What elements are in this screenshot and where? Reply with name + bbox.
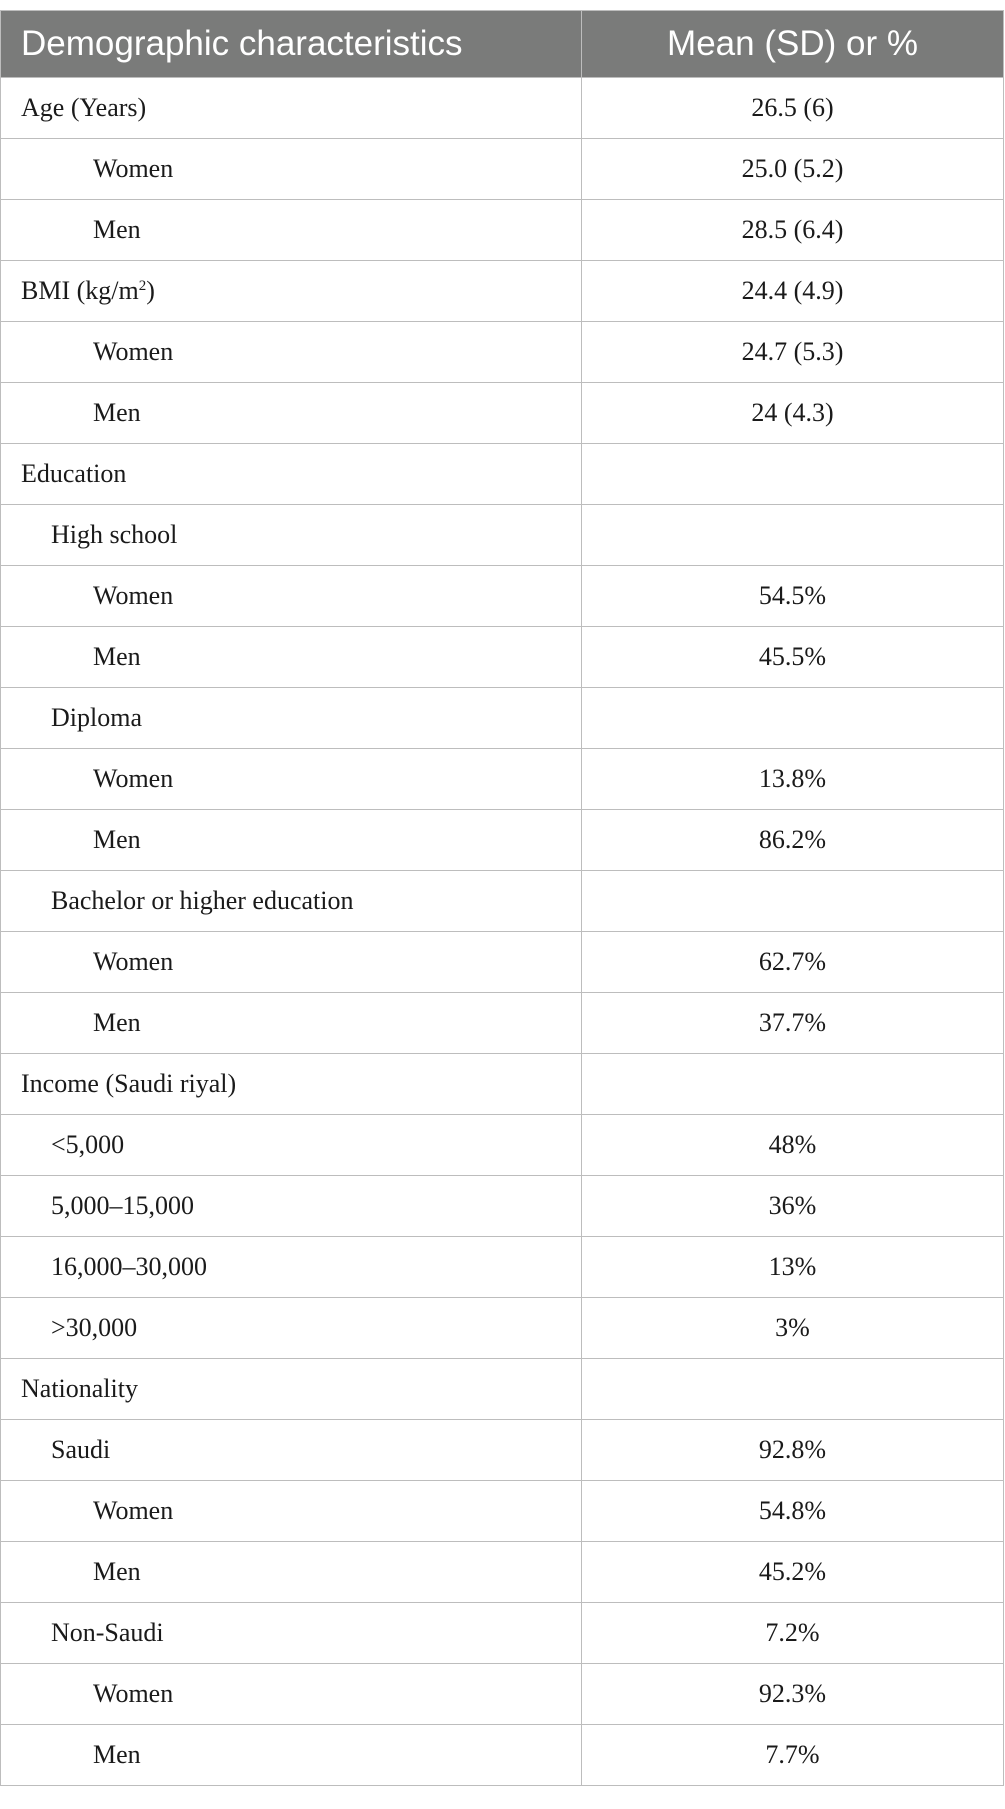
- row-label-text: Nationality: [21, 1374, 138, 1403]
- table-row: [1, 1176, 1004, 1237]
- row-label-text: Diploma: [51, 703, 142, 732]
- row-label-text: 16,000–30,000: [51, 1252, 207, 1281]
- table-row: [1, 566, 1004, 627]
- row-label: [1, 505, 582, 566]
- row-value: 92.8%: [582, 1420, 1004, 1481]
- table-row: [1, 1054, 1004, 1115]
- row-label: [1, 1725, 582, 1786]
- row-label-text: Education: [21, 459, 127, 488]
- row-label-text: Women: [93, 764, 174, 793]
- row-label: [1, 139, 582, 200]
- row-label-text: Men: [93, 215, 141, 244]
- row-label-text: Bachelor or higher education: [51, 886, 354, 915]
- row-label-text: High school: [51, 520, 178, 549]
- row-value: [582, 444, 1004, 505]
- table-row: [1, 1237, 1004, 1298]
- header-demographic-characteristics: Demographic characteristics: [1, 11, 582, 78]
- table-row: [1, 78, 1004, 139]
- row-value: 26.5 (6): [582, 78, 1004, 139]
- table-row: [1, 505, 1004, 566]
- table-row: [1, 993, 1004, 1054]
- table-row: [1, 810, 1004, 871]
- row-label-text: Men: [93, 825, 141, 854]
- table-row: [1, 749, 1004, 810]
- table-body: [1, 78, 1004, 1786]
- table-row: [1, 1603, 1004, 1664]
- row-value: 45.2%: [582, 1542, 1004, 1603]
- row-label: [1, 78, 582, 139]
- row-label-text: Women: [93, 1496, 174, 1525]
- table-row: [1, 871, 1004, 932]
- row-value: 92.3%: [582, 1664, 1004, 1725]
- row-value: [582, 688, 1004, 749]
- row-value: 13.8%: [582, 749, 1004, 810]
- row-value: 25.0 (5.2): [582, 139, 1004, 200]
- table-row: [1, 1542, 1004, 1603]
- table-row: [1, 322, 1004, 383]
- table-row: [1, 1298, 1004, 1359]
- row-label: [1, 749, 582, 810]
- table-row: [1, 1664, 1004, 1725]
- row-label: [1, 688, 582, 749]
- table-row: [1, 1725, 1004, 1786]
- row-label: [1, 1237, 582, 1298]
- row-label-text: Men: [93, 642, 141, 671]
- row-label-suffix: ): [146, 276, 155, 305]
- header-mean-sd-or-percent: Mean (SD) or %: [582, 11, 1004, 78]
- table-row: [1, 1115, 1004, 1176]
- row-label: [1, 261, 582, 322]
- row-label: [1, 810, 582, 871]
- row-label: [1, 1115, 582, 1176]
- row-value: 24.7 (5.3): [582, 322, 1004, 383]
- row-value: [582, 1054, 1004, 1115]
- table-row: [1, 261, 1004, 322]
- table-row: [1, 1359, 1004, 1420]
- row-label: [1, 1176, 582, 1237]
- row-label: [1, 1298, 582, 1359]
- row-value: 3%: [582, 1298, 1004, 1359]
- row-label-text: Income (Saudi riyal): [21, 1069, 237, 1098]
- row-label-text: 5,000–15,000: [51, 1191, 194, 1220]
- row-value: 37.7%: [582, 993, 1004, 1054]
- row-label: [1, 1603, 582, 1664]
- row-value: 86.2%: [582, 810, 1004, 871]
- row-label-text: Women: [93, 337, 174, 366]
- table-row: [1, 444, 1004, 505]
- row-value: 62.7%: [582, 932, 1004, 993]
- table-row: [1, 932, 1004, 993]
- row-value: [582, 1359, 1004, 1420]
- row-label: [1, 627, 582, 688]
- row-label-text: Women: [93, 947, 174, 976]
- row-value: 48%: [582, 1115, 1004, 1176]
- row-label: [1, 566, 582, 627]
- row-label: [1, 1481, 582, 1542]
- row-value: 7.7%: [582, 1725, 1004, 1786]
- row-label-text: Non-Saudi: [51, 1618, 164, 1647]
- table-row: [1, 200, 1004, 261]
- demographics-table: [0, 10, 1004, 1786]
- table-row: [1, 1481, 1004, 1542]
- row-label-text: Men: [93, 1008, 141, 1037]
- row-label-text: Men: [93, 398, 141, 427]
- row-label-text: <5,000: [51, 1130, 125, 1159]
- row-label: [1, 1664, 582, 1725]
- row-label: [1, 383, 582, 444]
- table-row: [1, 139, 1004, 200]
- table-row: [1, 1420, 1004, 1481]
- row-value: [582, 871, 1004, 932]
- row-label-text: Men: [93, 1740, 141, 1769]
- row-value: 36%: [582, 1176, 1004, 1237]
- row-value: 13%: [582, 1237, 1004, 1298]
- row-label-text: BMI (kg/m: [21, 276, 139, 305]
- demographics-table-container: [0, 10, 1003, 1786]
- row-label: [1, 322, 582, 383]
- row-label-text: Men: [93, 1557, 141, 1586]
- row-label-text: Age (Years): [21, 93, 147, 122]
- row-label-text: Women: [93, 1679, 174, 1708]
- row-value: [582, 505, 1004, 566]
- row-label: [1, 1054, 582, 1115]
- row-label-text: Saudi: [51, 1435, 111, 1464]
- row-label-text: Women: [93, 581, 174, 610]
- row-value: 7.2%: [582, 1603, 1004, 1664]
- row-value: 24 (4.3): [582, 383, 1004, 444]
- row-value: 24.4 (4.9): [582, 261, 1004, 322]
- row-label: [1, 200, 582, 261]
- row-label: [1, 871, 582, 932]
- row-label: [1, 932, 582, 993]
- row-value: 45.5%: [582, 627, 1004, 688]
- row-label-text: Women: [93, 154, 174, 183]
- row-label: [1, 444, 582, 505]
- row-label: [1, 1420, 582, 1481]
- row-value: 28.5 (6.4): [582, 200, 1004, 261]
- row-label-text: >30,000: [51, 1313, 138, 1342]
- table-row: [1, 627, 1004, 688]
- row-label: [1, 993, 582, 1054]
- row-label: [1, 1542, 582, 1603]
- row-value: 54.8%: [582, 1481, 1004, 1542]
- table-header-row: [1, 11, 1004, 78]
- table-row: [1, 688, 1004, 749]
- row-label: [1, 1359, 582, 1420]
- row-value: 54.5%: [582, 566, 1004, 627]
- table-row: [1, 383, 1004, 444]
- row-label-superscript: 2: [138, 278, 147, 294]
